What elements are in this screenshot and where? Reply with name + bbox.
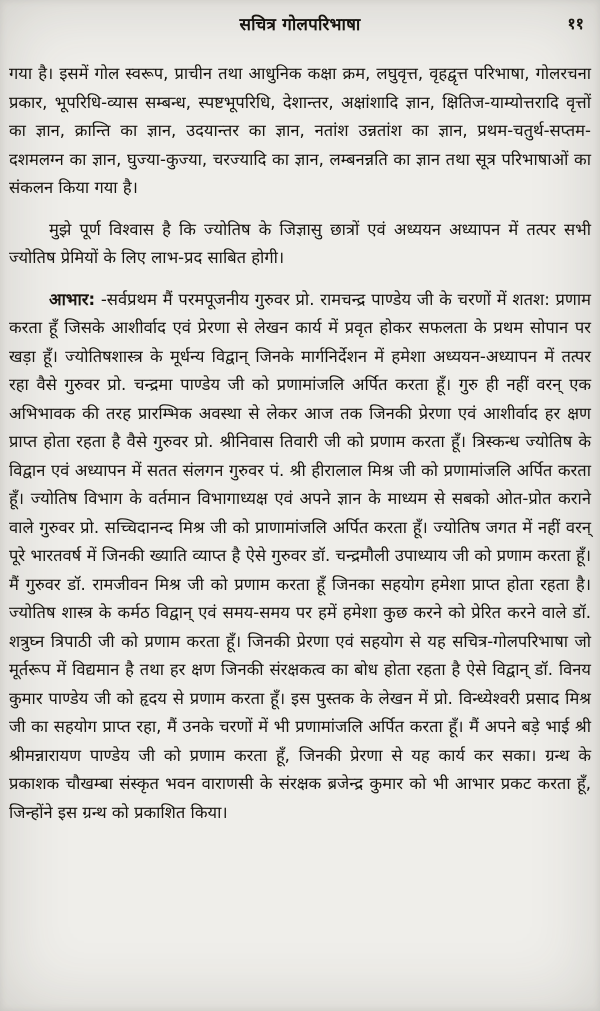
- page-number: ११: [567, 14, 584, 33]
- paragraph-acknowledgements: [9, 286, 591, 828]
- page-content: [0, 46, 600, 827]
- acknowledgement-body-text: -सर्वप्रथम मैं परमपूजनीय गुरुवर प्रो. रामचन्द्र पाण्डेय जी के चरणों में शतश: प्रणाम करता हूँ जिसके आशीर्वाद एवं प्रेरणा से लेखन कार्य में प्रवृत होकर सफलता के प्रथम सोपान पर खड़ा हूँ। ज्योतिषशास्त्र के मूर्धन्य विद्वान् जिनके मार्गनिर्देशन में हमेशा अध्ययन-अध्यापन में तत्पर रहा वैसे गुरुवर प्रो. चन्द्रमा पाण्डेय जी को प्रणामांजलि अर्पित करता हूँ। गुरु ही नहीं वरन् एक अभिभावक की तरह प्रारम्भिक अवस्था से लेकर आज तक जिनकी प्रेरणा एवं आशीर्वाद हर क्षण प्राप्त होता रहता है वैसे गुरुवर प्रो. श्रीनिवास तिवारी जी को प्रणाम करता हूँ। त्रिस्कन्ध ज्योतिष के विद्वान एवं अध्यापन में सतत संलगन गुरुवर पं. श्री हीरालाल मिश्र जी को प्रणामांजलि अर्पित करता हूँ। ज्योतिष विभाग के वर्तमान विभागाध्यक्ष एवं अपने ज्ञान के माध्यम से सबको ओत-प्रोत कराने वाले गुरुवर प्रो. सच्चिदानन्द मिश्र जी को प्राणामांजलि अर्पित करता हूँ। ज्योतिष जगत में नहीं वरन् पूरे भारतवर्ष में जिनकी ख्याति व्याप्त है ऐसे गुरुवर डॉ. चन्द्रमौली उपाध्याय जी को प्रणाम करता हूँ। मैं गुरुवर डॉ. रामजीवन मिश्र जी को प्रणाम करता हूँ जिनका सहयोग हमेशा प्राप्त होता रहता है। ज्योतिष शास्त्र के कर्मठ विद्वान् एवं समय-समय पर हमें हमेशा कुछ करने को प्रेरित करने वाले डॉ. शत्रुघ्न त्रिपाठी जी को प्रणाम करता हूँ। जिनकी प्रेरणा एवं सहयोग से यह सचित्र-गोलपरिभाषा जो मूर्तरूप में विद्यमान है तथा हर क्षण जिनकी संरक्षकत्व का बोध होता रहता है ऐसे विद्वान् डॉ. विनय कुमार पाण्डेय जी को हृदय से प्रणाम करता हूँ। इस पुस्तक के लेखन में प्रो. विन्ध्येश्वरी प्रसाद मिश्र जी का सहयोग प्राप्त रहा, मैं उनके चरणों में भी प्रणामांजलि अर्पित करता हूँ। मैं अपने बड़े भाई श्री श्रीमन्नारायण पाण्डेय जी को प्रणाम करता हूँ, जिनकी प्रेरणा से यह कार्य कर सका। ग्रन्थ के प्रकाशक चौखम्बा संस्कृत भवन वाराणसी के संरक्षक ब्रजेन्द्र कुमार को भी आभार प्रकट करता हूँ, जिन्होंने इस ग्रन्थ को प्रकाशित किया।: [9, 289, 591, 822]
- running-header: [0, 0, 600, 46]
- paragraph-wish: मुझे पूर्ण विश्वास है कि ज्योतिष के जिज्ञासु छात्रों एवं अध्ययन अध्यापन में तत्पर सभी ज्योतिष प्रेमियों के लिए लाभ-प्रद साबित होगी।: [9, 219, 591, 267]
- paragraph-summary: गया है। इसमें गोल स्वरूप, प्राचीन तथा आधुनिक कक्षा क्रम, लघुवृत्त, वृहद्वृत्त परिभाषा, गोलरचना प्रकार, भूपरिधि-व्यास सम्बन्ध, स्पष्टभूपरिधि, देशान्तर, अक्षांशादि ज्ञान, क्षितिज-याम्योत्तरादि वृत्तों का ज्ञान, क्रान्ति का ज्ञान, उदयान्तर का ज्ञान, नतांश उन्नतांश का ज्ञान, प्रथम-चतुर्थ-सप्तम-दशमलग्न का ज्ञान, घुज्या-कुज्या, चरज्यादि का ज्ञान, लम्बनन्नति का ज्ञान तथा सूत्र परिभाषाओं का संकलन किया गया है।: [9, 64, 591, 197]
- acknowledgement-lead-label: आभार:: [49, 289, 96, 309]
- page-title: सचित्र गोलपरिभाषा: [239, 15, 361, 35]
